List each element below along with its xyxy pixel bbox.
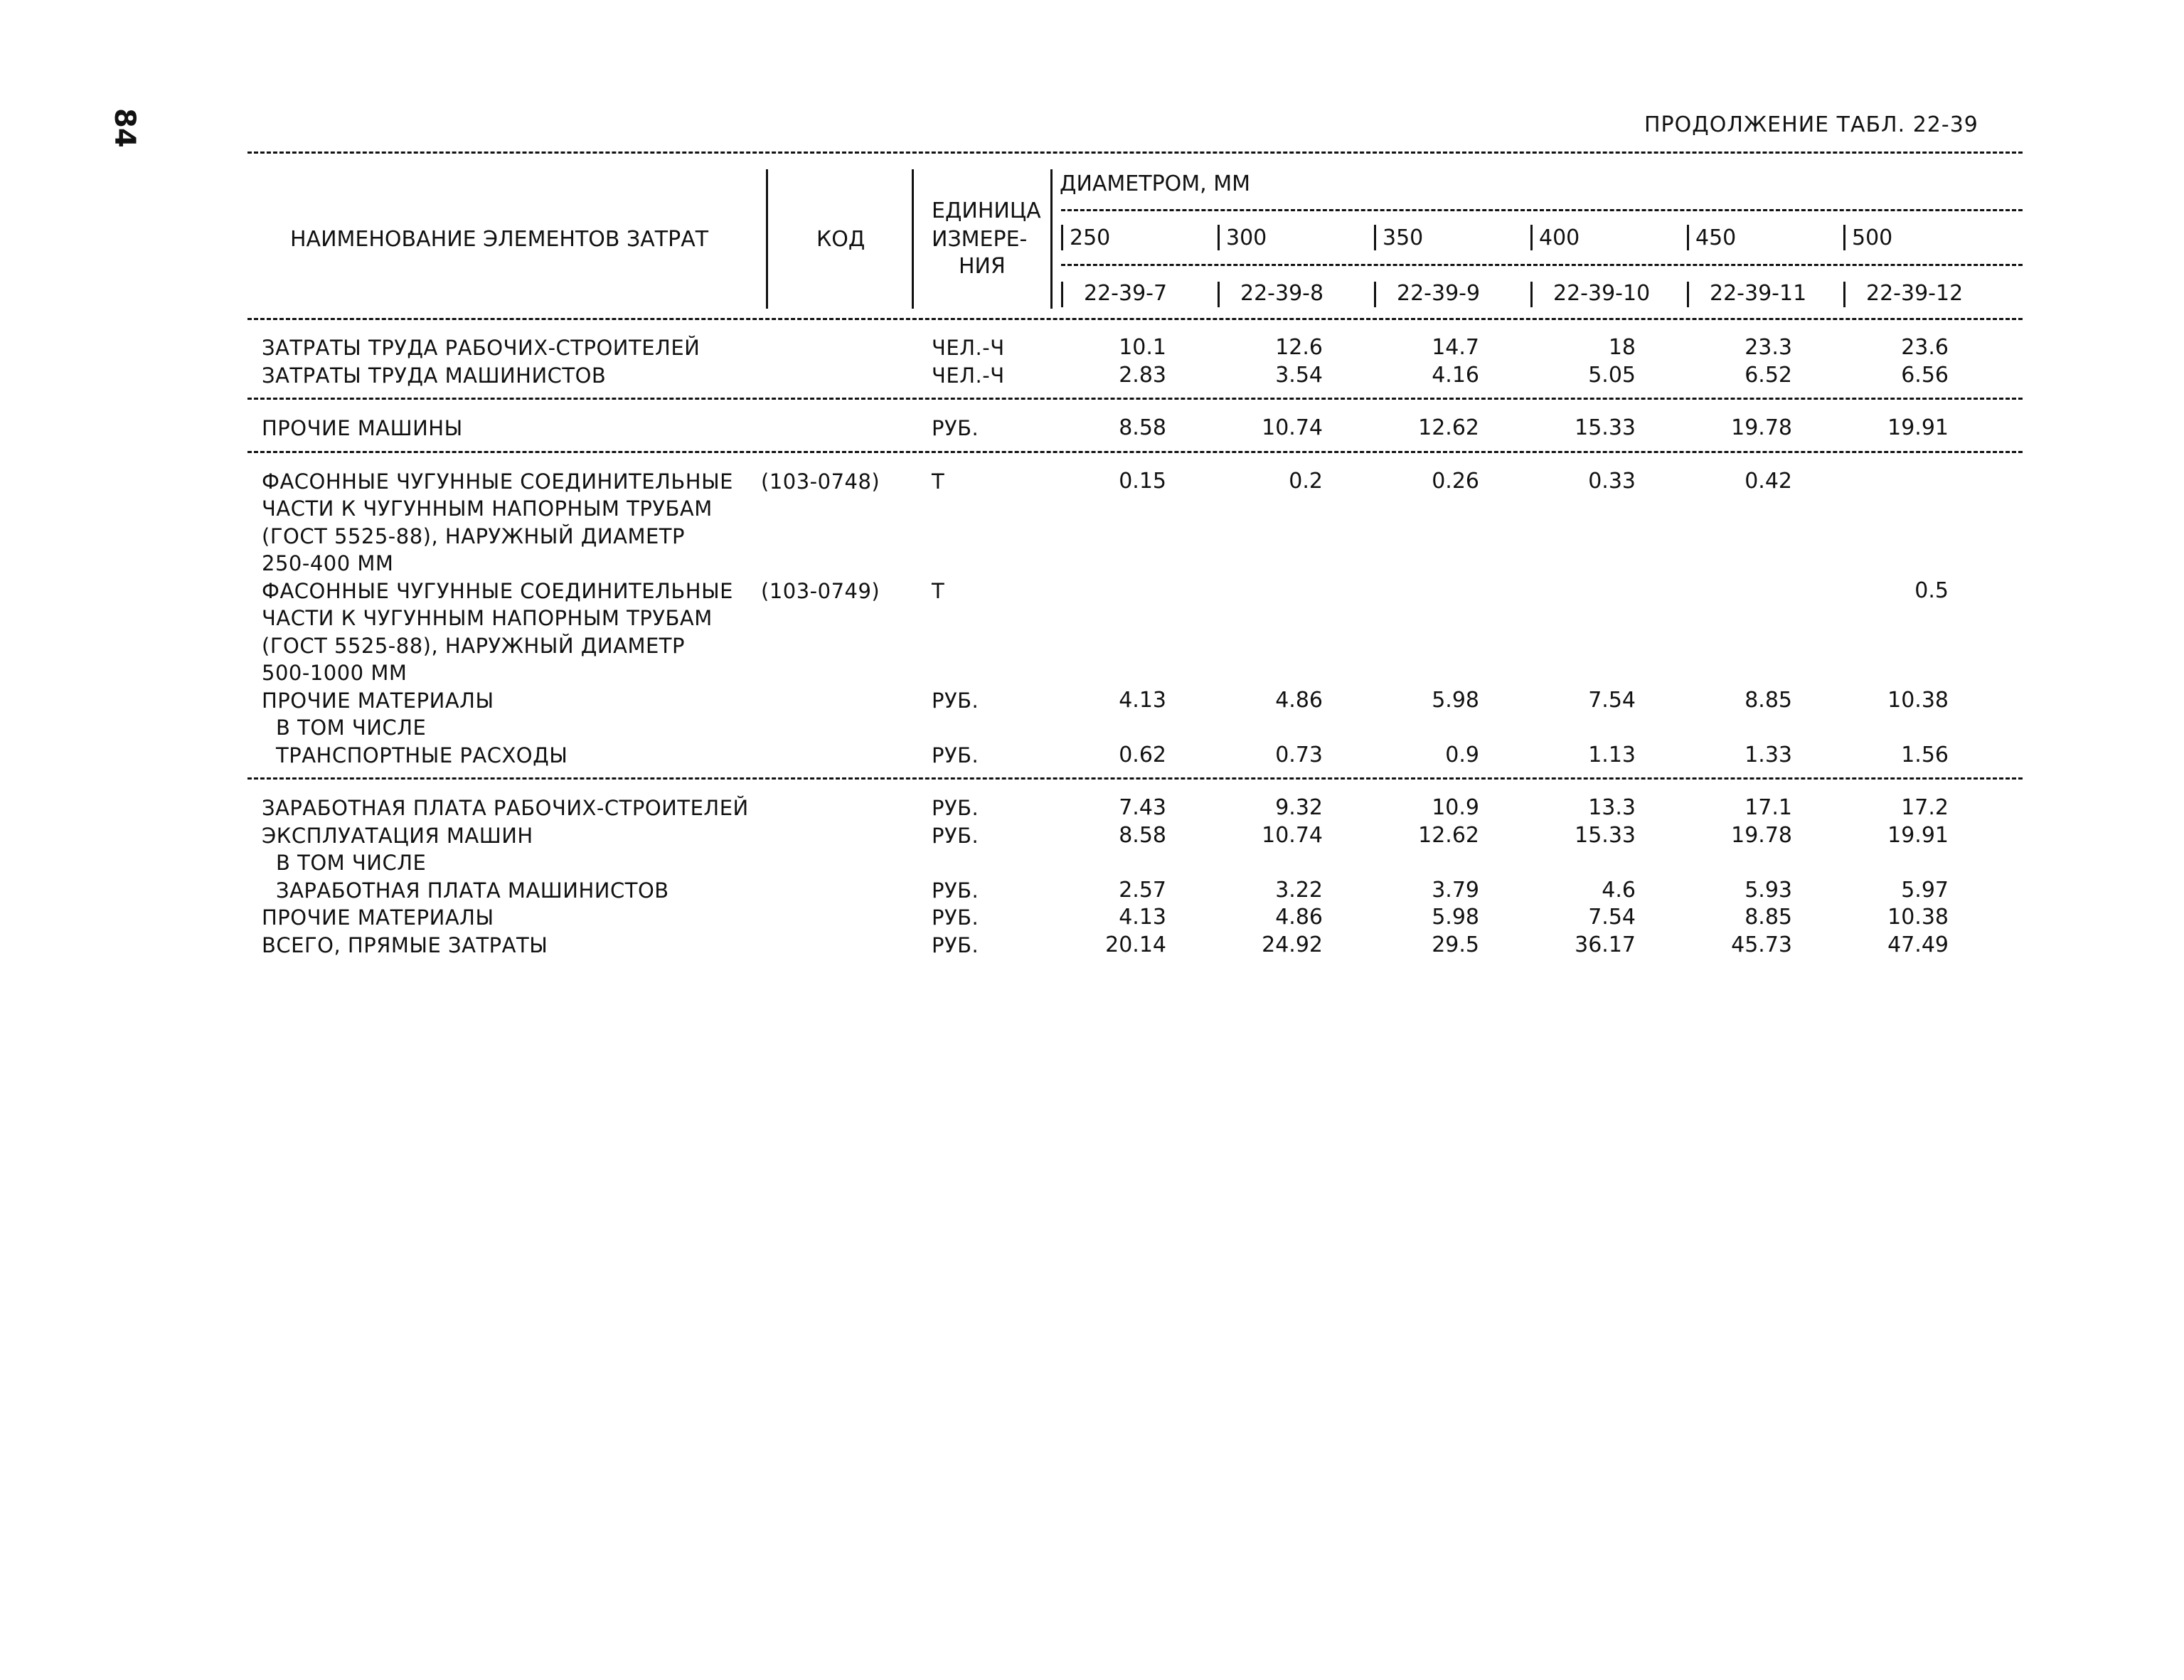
row-value: 8.58 (1119, 415, 1166, 440)
continuation-title: ПРОДОЛЖЕНИЕ ТАБЛ. 22-39 (1644, 112, 1978, 137)
row-value: 8.85 (1744, 687, 1792, 713)
row-value: 45.73 (1731, 932, 1792, 957)
row-value: 0.5 (1914, 578, 1949, 603)
row-value: 1.13 (1588, 742, 1636, 767)
row-value: 23.6 (1901, 335, 1949, 360)
page-number: 84 (108, 108, 141, 148)
diameter-350: 350 (1383, 225, 1424, 250)
row-value: 10.9 (1432, 795, 1479, 820)
row-value: 0.33 (1588, 468, 1636, 494)
row-value: 2.83 (1119, 362, 1166, 388)
row-code: (103-0748) (761, 469, 880, 494)
code-divider (1061, 282, 1063, 307)
row-unit: Т (932, 578, 945, 603)
row-value: 19.78 (1731, 822, 1792, 848)
row-name-line: ПРОЧИЕ МАТЕРИАЛЫ (262, 905, 494, 930)
row-unit: Т (932, 469, 945, 494)
diameter-300: 300 (1226, 225, 1267, 250)
section-rule (247, 398, 2023, 400)
row-value: 7.43 (1119, 795, 1166, 820)
row-name-line: ЗАТРАТЫ ТРУДА МАШИНИСТОВ (262, 363, 607, 388)
diameter-divider (1374, 225, 1376, 250)
diameter-250: 250 (1070, 225, 1111, 250)
column-code: 22-39-10 (1553, 281, 1651, 306)
row-unit: РУБ. (932, 932, 979, 957)
row-value: 14.7 (1432, 335, 1479, 360)
row-value: 9.32 (1275, 795, 1323, 820)
row-unit: РУБ. (932, 905, 979, 930)
header-name-col: НАИМЕНОВАНИЕ ЭЛЕМЕНТОВ ЗАТРАТ (290, 227, 709, 252)
row-value: 10.1 (1119, 335, 1166, 360)
row-name-line: 500-1000 ММ (262, 661, 407, 685)
diameter-400: 400 (1539, 225, 1580, 250)
column-code: 22-39-8 (1240, 281, 1324, 306)
row-value: 0.26 (1432, 468, 1479, 494)
row-value: 5.97 (1901, 877, 1949, 903)
code-divider (1374, 282, 1376, 307)
header-sub-rule-2 (1061, 264, 2023, 266)
row-name-line: ТРАНСПОРТНЫЕ РАСХОДЫ (276, 743, 568, 767)
row-value: 1.33 (1744, 742, 1792, 767)
row-value: 4.13 (1119, 687, 1166, 713)
row-name-line: ФАСОННЫЕ ЧУГУННЫЕ СОЕДИНИТЕЛЬНЫЕ (262, 578, 733, 603)
row-unit: РУБ. (932, 743, 979, 767)
diameter-500: 500 (1852, 225, 1893, 250)
row-value: 19.91 (1887, 415, 1949, 440)
row-name-line: ФАСОННЫЕ ЧУГУННЫЕ СОЕДИНИТЕЛЬНЫЕ (262, 469, 733, 494)
row-name-line: ВСЕГО, ПРЯМЫЕ ЗАТРАТЫ (262, 932, 548, 957)
row-unit: ЧЕЛ.-Ч (932, 363, 1005, 388)
row-unit: РУБ. (932, 796, 979, 820)
code-divider (1530, 282, 1533, 307)
row-value: 20.14 (1105, 932, 1166, 957)
code-divider (1218, 282, 1220, 307)
row-value: 0.9 (1445, 742, 1479, 767)
row-value: 10.38 (1887, 687, 1949, 713)
row-value: 12.62 (1418, 415, 1479, 440)
row-value: 3.54 (1275, 362, 1323, 388)
code-divider (1687, 282, 1689, 307)
column-code: 22-39-11 (1710, 281, 1807, 306)
row-value: 3.22 (1275, 877, 1323, 903)
section-rule (247, 451, 2023, 453)
row-value: 1.56 (1901, 742, 1949, 767)
row-name-line: ЧАСТИ К ЧУГУННЫМ НАПОРНЫМ ТРУБАМ (262, 496, 713, 521)
row-value: 4.6 (1602, 877, 1636, 903)
header-diameter-group: ДИАМЕТРОМ, ММ (1060, 171, 1250, 196)
section-rule (247, 777, 2023, 780)
header-bottom-rule (247, 318, 2023, 320)
row-name-line: ЗАРАБОТНАЯ ПЛАТА МАШИНИСТОВ (276, 878, 669, 903)
row-value: 10.74 (1262, 822, 1323, 848)
diameter-divider (1843, 225, 1845, 250)
row-value: 0.42 (1744, 468, 1792, 494)
row-value: 7.54 (1588, 687, 1636, 713)
row-value: 6.52 (1744, 362, 1792, 388)
row-value: 0.73 (1275, 742, 1323, 767)
row-name-line: В ТОМ ЧИСЛЕ (276, 851, 427, 875)
row-value: 17.1 (1744, 795, 1792, 820)
row-name-line: В ТОМ ЧИСЛЕ (276, 716, 427, 740)
row-value: 4.13 (1119, 905, 1166, 930)
row-value: 18 (1608, 335, 1636, 360)
row-value: 5.98 (1432, 687, 1479, 713)
diameter-divider (1218, 225, 1220, 250)
row-value: 29.5 (1432, 932, 1479, 957)
row-name-line: (ГОСТ 5525-88), НАРУЖНЫЙ ДИАМЕТР (262, 523, 686, 548)
row-value: 0.2 (1289, 468, 1323, 494)
diameter-divider (1687, 225, 1689, 250)
row-value: 15.33 (1575, 415, 1636, 440)
row-name-line: ЗАРАБОТНАЯ ПЛАТА РАБОЧИХ-СТРОИТЕЛЕЙ (262, 796, 749, 820)
row-value: 19.91 (1887, 822, 1949, 848)
row-value: 10.74 (1262, 415, 1323, 440)
row-unit: РУБ. (932, 878, 979, 903)
column-code: 22-39-12 (1866, 281, 1964, 306)
row-name-line: ЭКСПЛУАТАЦИЯ МАШИН (262, 823, 533, 848)
row-value: 23.3 (1744, 335, 1792, 360)
row-value: 13.3 (1588, 795, 1636, 820)
row-value: 4.16 (1432, 362, 1479, 388)
row-name-line: ПРОЧИЕ МАШИНЫ (262, 416, 463, 440)
column-code: 22-39-7 (1084, 281, 1168, 306)
row-unit: РУБ. (932, 823, 979, 848)
row-name-line: ПРОЧИЕ МАТЕРИАЛЫ (262, 688, 494, 713)
row-value: 4.86 (1275, 905, 1323, 930)
row-value: 5.98 (1432, 905, 1479, 930)
column-code: 22-39-9 (1397, 281, 1481, 306)
row-value: 8.58 (1119, 822, 1166, 848)
row-name-line: (ГОСТ 5525-88), НАРУЖНЫЙ ДИАМЕТР (262, 633, 686, 658)
row-value: 19.78 (1731, 415, 1792, 440)
diameter-divider (1530, 225, 1533, 250)
row-value: 2.57 (1119, 877, 1166, 903)
row-unit: ЧЕЛ.-Ч (932, 336, 1005, 360)
diameter-divider (1061, 225, 1063, 250)
row-value: 10.38 (1887, 905, 1949, 930)
header-code-col: КОД (816, 227, 865, 252)
row-value: 47.49 (1887, 932, 1949, 957)
row-value: 12.62 (1418, 822, 1479, 848)
row-unit: РУБ. (932, 688, 979, 713)
row-value: 8.85 (1744, 905, 1792, 930)
row-value: 5.93 (1744, 877, 1792, 903)
row-name-line: 250-400 ММ (262, 551, 394, 575)
row-value: 3.79 (1432, 877, 1479, 903)
row-value: 12.6 (1275, 335, 1323, 360)
code-divider (1843, 282, 1845, 307)
header-top-rule (247, 151, 2023, 154)
row-value: 15.33 (1575, 822, 1636, 848)
row-value: 0.62 (1119, 742, 1166, 767)
row-value: 0.15 (1119, 468, 1166, 494)
row-code: (103-0749) (761, 578, 880, 603)
row-name-line: ЧАСТИ К ЧУГУННЫМ НАПОРНЫМ ТРУБАМ (262, 606, 713, 630)
row-unit: РУБ. (932, 416, 979, 440)
row-value: 24.92 (1262, 932, 1323, 957)
row-value: 17.2 (1901, 795, 1949, 820)
row-value: 4.86 (1275, 687, 1323, 713)
row-name-line: ЗАТРАТЫ ТРУДА РАБОЧИХ-СТРОИТЕЛЕЙ (262, 336, 701, 360)
row-value: 36.17 (1575, 932, 1636, 957)
diameter-450: 450 (1695, 225, 1737, 250)
row-value: 6.56 (1901, 362, 1949, 388)
header-sub-rule-1 (1061, 209, 2023, 211)
row-value: 7.54 (1588, 905, 1636, 930)
row-value: 5.05 (1588, 362, 1636, 388)
